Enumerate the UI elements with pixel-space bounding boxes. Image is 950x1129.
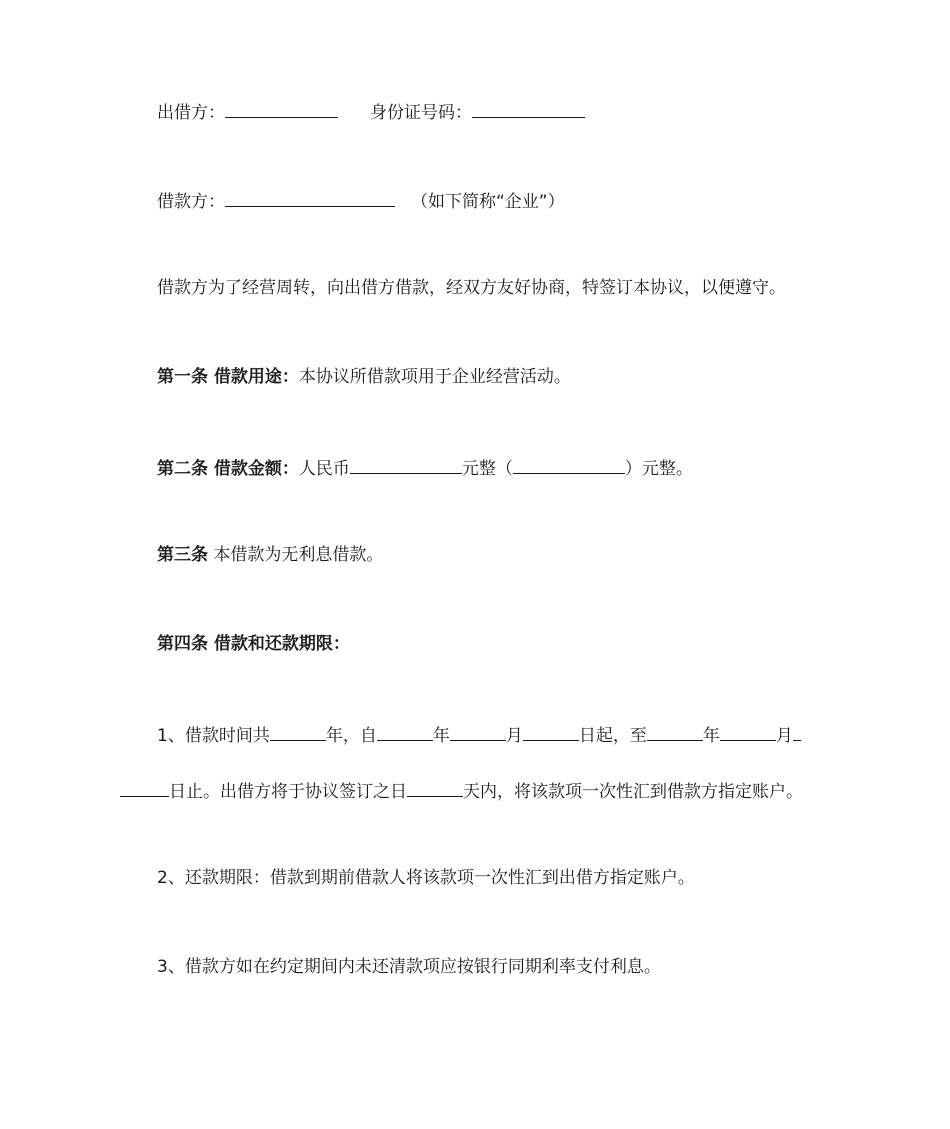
transfer-days-blank	[407, 777, 463, 797]
start-day-blank	[523, 721, 579, 741]
amount-figures-blank	[350, 454, 462, 474]
lender-line	[0, 98, 950, 125]
item-1-text-i: 天内，将该款项一次性汇到借款方指定账户。	[463, 782, 803, 802]
item-1-text-h: 日止。出借方将于协议签订之日	[169, 782, 407, 802]
end-day-blank-start	[793, 721, 801, 741]
article-4-item-3: 3、借款方如在约定期间内未还清款项应按银行同期利率支付利息。	[157, 957, 661, 977]
article-2-prefix: 人民币	[298, 459, 350, 479]
preamble: 借款方为了经营周转，向出借方借款，经双方友好协商，特签订本协议，以便遵守。	[157, 278, 786, 298]
article-4-item-1	[0, 721, 950, 748]
item-1-text-e: 日起，至	[578, 726, 647, 746]
start-month-blank	[450, 721, 506, 741]
article-2-suffix: ）元整。	[624, 459, 693, 479]
article-2	[0, 454, 950, 481]
lender-label: 出借方：	[157, 103, 225, 123]
end-month-blank	[720, 721, 776, 741]
start-year-blank	[377, 721, 433, 741]
amount-words-blank	[513, 454, 625, 474]
article-2-mid: 元整（	[461, 459, 513, 479]
article-2-heading: 第二条 借款金额：	[157, 459, 299, 479]
article-3	[0, 543, 950, 567]
item-1-text-d: 月	[505, 726, 523, 746]
article-4-item-2: 2、还款期限：借款到期前借款人将该款项一次性汇到出借方指定账户。	[157, 868, 695, 888]
article-1	[0, 365, 950, 389]
item-1-text-a: 1、借款时间共	[157, 726, 270, 746]
article-1-text: 本协议所借款项用于企业经营活动。	[298, 367, 571, 387]
borrower-blank	[225, 187, 395, 207]
id-number-label: 身份证号码：	[370, 103, 472, 123]
article-4-item-1-continued	[0, 777, 950, 804]
borrower-label: 借款方：	[157, 192, 225, 212]
loan-term-years-blank	[270, 721, 326, 741]
item-1-text-f: 年	[702, 726, 720, 746]
id-number-blank	[472, 98, 585, 118]
article-1-heading: 第一条 借款用途：	[157, 367, 299, 387]
article-3-heading: 第三条	[157, 545, 208, 565]
item-1-text-b: 年，自	[325, 726, 377, 746]
item-1-text-g: 月	[775, 726, 793, 746]
borrower-note: （如下简称“企业”）	[411, 192, 565, 212]
lender-blank	[225, 98, 338, 118]
article-4-heading: 第四条 借款和还款期限：	[157, 634, 350, 654]
article-3-text: 本借款为无利息借款。	[213, 545, 384, 565]
item-1-text-c: 年	[432, 726, 450, 746]
borrower-line	[0, 187, 950, 214]
end-year-blank	[647, 721, 703, 741]
end-day-blank	[120, 777, 169, 797]
